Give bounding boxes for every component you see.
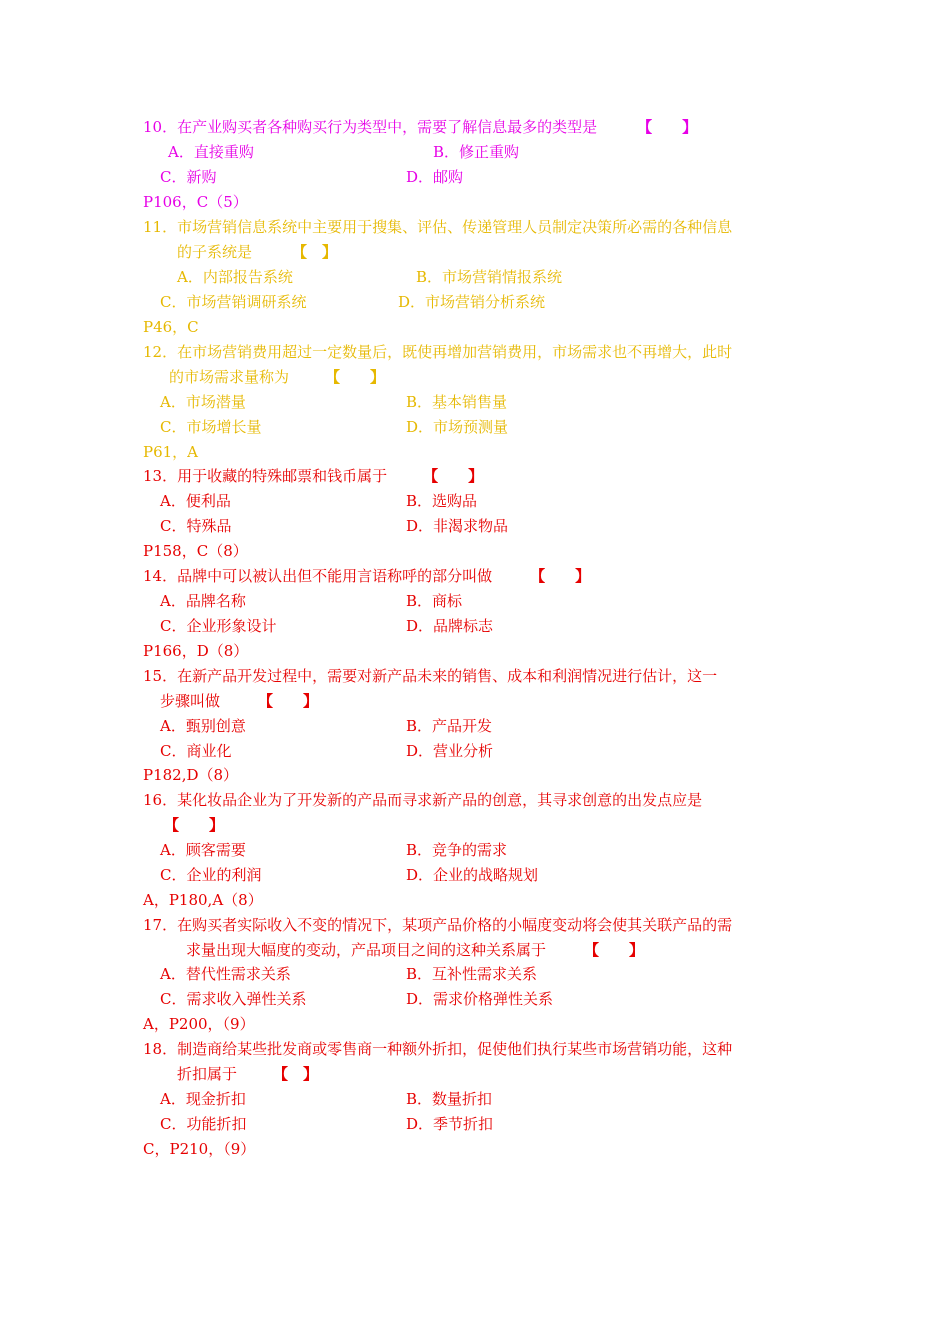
- question-11-option-d: D．市场营销分析系统: [398, 293, 546, 311]
- question-14-option-d: D．品牌标志: [406, 617, 494, 635]
- question-18-option-a: A．现金折扣: [160, 1090, 246, 1108]
- question-15-stem-line2: 步骤叫做 【 】: [160, 692, 319, 710]
- question-13-answer: P158，C（8）: [143, 542, 248, 560]
- answer-bracket: 【 】: [584, 941, 645, 959]
- question-10-option-b: B．修正重购: [433, 143, 520, 161]
- question-12-stem-line2: 的市场需求量称为 【 】: [169, 368, 386, 386]
- question-15-option-a: A．甄别创意: [160, 717, 246, 735]
- answer-bracket: 【 】: [530, 567, 591, 585]
- question-17-option-d: D．需求价格弹性关系: [406, 990, 554, 1008]
- question-15-option-c: C．商业化: [160, 742, 232, 760]
- question-12-option-b: B．基本销售量: [406, 393, 508, 411]
- question-16-answer: A，P180,A（8）: [143, 891, 263, 909]
- answer-bracket: 【 】: [292, 243, 338, 261]
- question-17-stem-line2: 求量出现大幅度的变动，产品项目之间的这种关系属于 【 】: [186, 941, 645, 959]
- question-15-answer: P182,D（8）: [143, 766, 239, 784]
- question-14-answer: P166，D（8）: [143, 642, 249, 660]
- answer-bracket: 【 】: [273, 1065, 319, 1083]
- question-10-option-a: A．直接重购: [168, 143, 254, 161]
- answer-bracket: 【 】: [423, 467, 484, 485]
- question-17-answer: A，P200，（9）: [143, 1015, 255, 1033]
- question-15-option-d: D．营业分析: [406, 742, 494, 760]
- answer-bracket: 【 】: [637, 118, 698, 136]
- question-12-option-a: A．市场潜量: [160, 393, 246, 411]
- question-14-option-c: C．企业形象设计: [160, 617, 277, 635]
- question-14-option-a: A．品牌名称: [160, 592, 246, 610]
- question-17-option-a: A．替代性需求关系: [160, 965, 291, 983]
- question-15-stem-line1: 15．在新产品开发过程中，需要对新产品未来的销售、成本和利润情况进行估计，这一: [143, 667, 718, 685]
- question-13-option-b: B．选购品: [406, 492, 478, 510]
- question-12-stem-line1: 12．在市场营销费用超过一定数量后，既使再增加营销费用，市场需求也不再增大，此时: [143, 343, 733, 361]
- question-12-option-c: C．市场增长量: [160, 418, 262, 436]
- question-17-stem-line1: 17．在购买者实际收入不变的情况下，某项产品价格的小幅度变动将会使其关联产品的需: [143, 916, 733, 934]
- question-11-option-b: B．市场营销情报系统: [416, 268, 563, 286]
- question-16-bracket-line: [164, 815, 224, 835]
- question-11-option-a: A．内部报告系统: [177, 268, 293, 286]
- question-17-option-b: B．互补性需求关系: [406, 965, 538, 983]
- question-15-option-b: B．产品开发: [406, 717, 493, 735]
- question-14-option-b: B．商标: [406, 592, 463, 610]
- question-16-option-d: D．企业的战略规划: [406, 866, 539, 884]
- question-18-option-b: B．数量折扣: [406, 1090, 493, 1108]
- question-11-stem-line1: 11．市场营销信息系统中主要用于搜集、评估、传递管理人员制定决策所必需的各种信息: [143, 218, 733, 236]
- question-16-option-b: B．竞争的需求: [406, 841, 508, 859]
- question-18-answer: C，P210，（9）: [143, 1140, 256, 1158]
- question-18-stem-line1: 18．制造商给某些批发商或零售商一种额外折扣，促使他们执行某些市场营销功能，这种: [143, 1040, 733, 1058]
- question-16-stem: 16．某化妆品企业为了开发新的产品而寻求新产品的创意，其寻求创意的出发点应是: [143, 791, 703, 809]
- question-13-option-d: D．非渴求物品: [406, 517, 509, 535]
- answer-bracket: 【 】: [258, 692, 319, 710]
- question-12-option-d: D．市场预测量: [406, 418, 509, 436]
- question-10-option-c: C．新购: [160, 168, 217, 186]
- answer-bracket: 【 】: [164, 816, 225, 834]
- answer-bracket: 【 】: [325, 368, 386, 386]
- question-18-option-d: D．季节折扣: [406, 1115, 494, 1133]
- question-10-answer: P106，C（5）: [143, 193, 248, 211]
- question-10-stem: 10．在产业购买者各种购买行为类型中，需要了解信息最多的类型是 【 】: [143, 118, 698, 136]
- question-11-stem-line2: 的子系统是 【 】: [177, 243, 338, 261]
- question-12-answer: P61，A: [143, 443, 199, 461]
- question-13-option-c: C．特殊品: [160, 517, 232, 535]
- question-10-option-d: D．邮购: [406, 168, 464, 186]
- question-17-option-c: C．需求收入弹性关系: [160, 990, 307, 1008]
- question-14-stem: 14．品牌中可以被认出但不能用言语称呼的部分叫做 【 】: [143, 567, 591, 585]
- question-18-option-c: C．功能折扣: [160, 1115, 247, 1133]
- question-13-option-a: A．便利品: [160, 492, 231, 510]
- question-18-stem-line2: 折扣属于 【 】: [177, 1065, 319, 1083]
- question-11-option-c: C．市场营销调研系统: [160, 293, 307, 311]
- question-13-stem: 13．用于收藏的特殊邮票和钱币属于 【 】: [143, 467, 484, 485]
- question-16-option-c: C．企业的利润: [160, 866, 262, 884]
- question-16-option-a: A．顾客需要: [160, 841, 246, 859]
- question-11-answer: P46，C: [143, 318, 199, 336]
